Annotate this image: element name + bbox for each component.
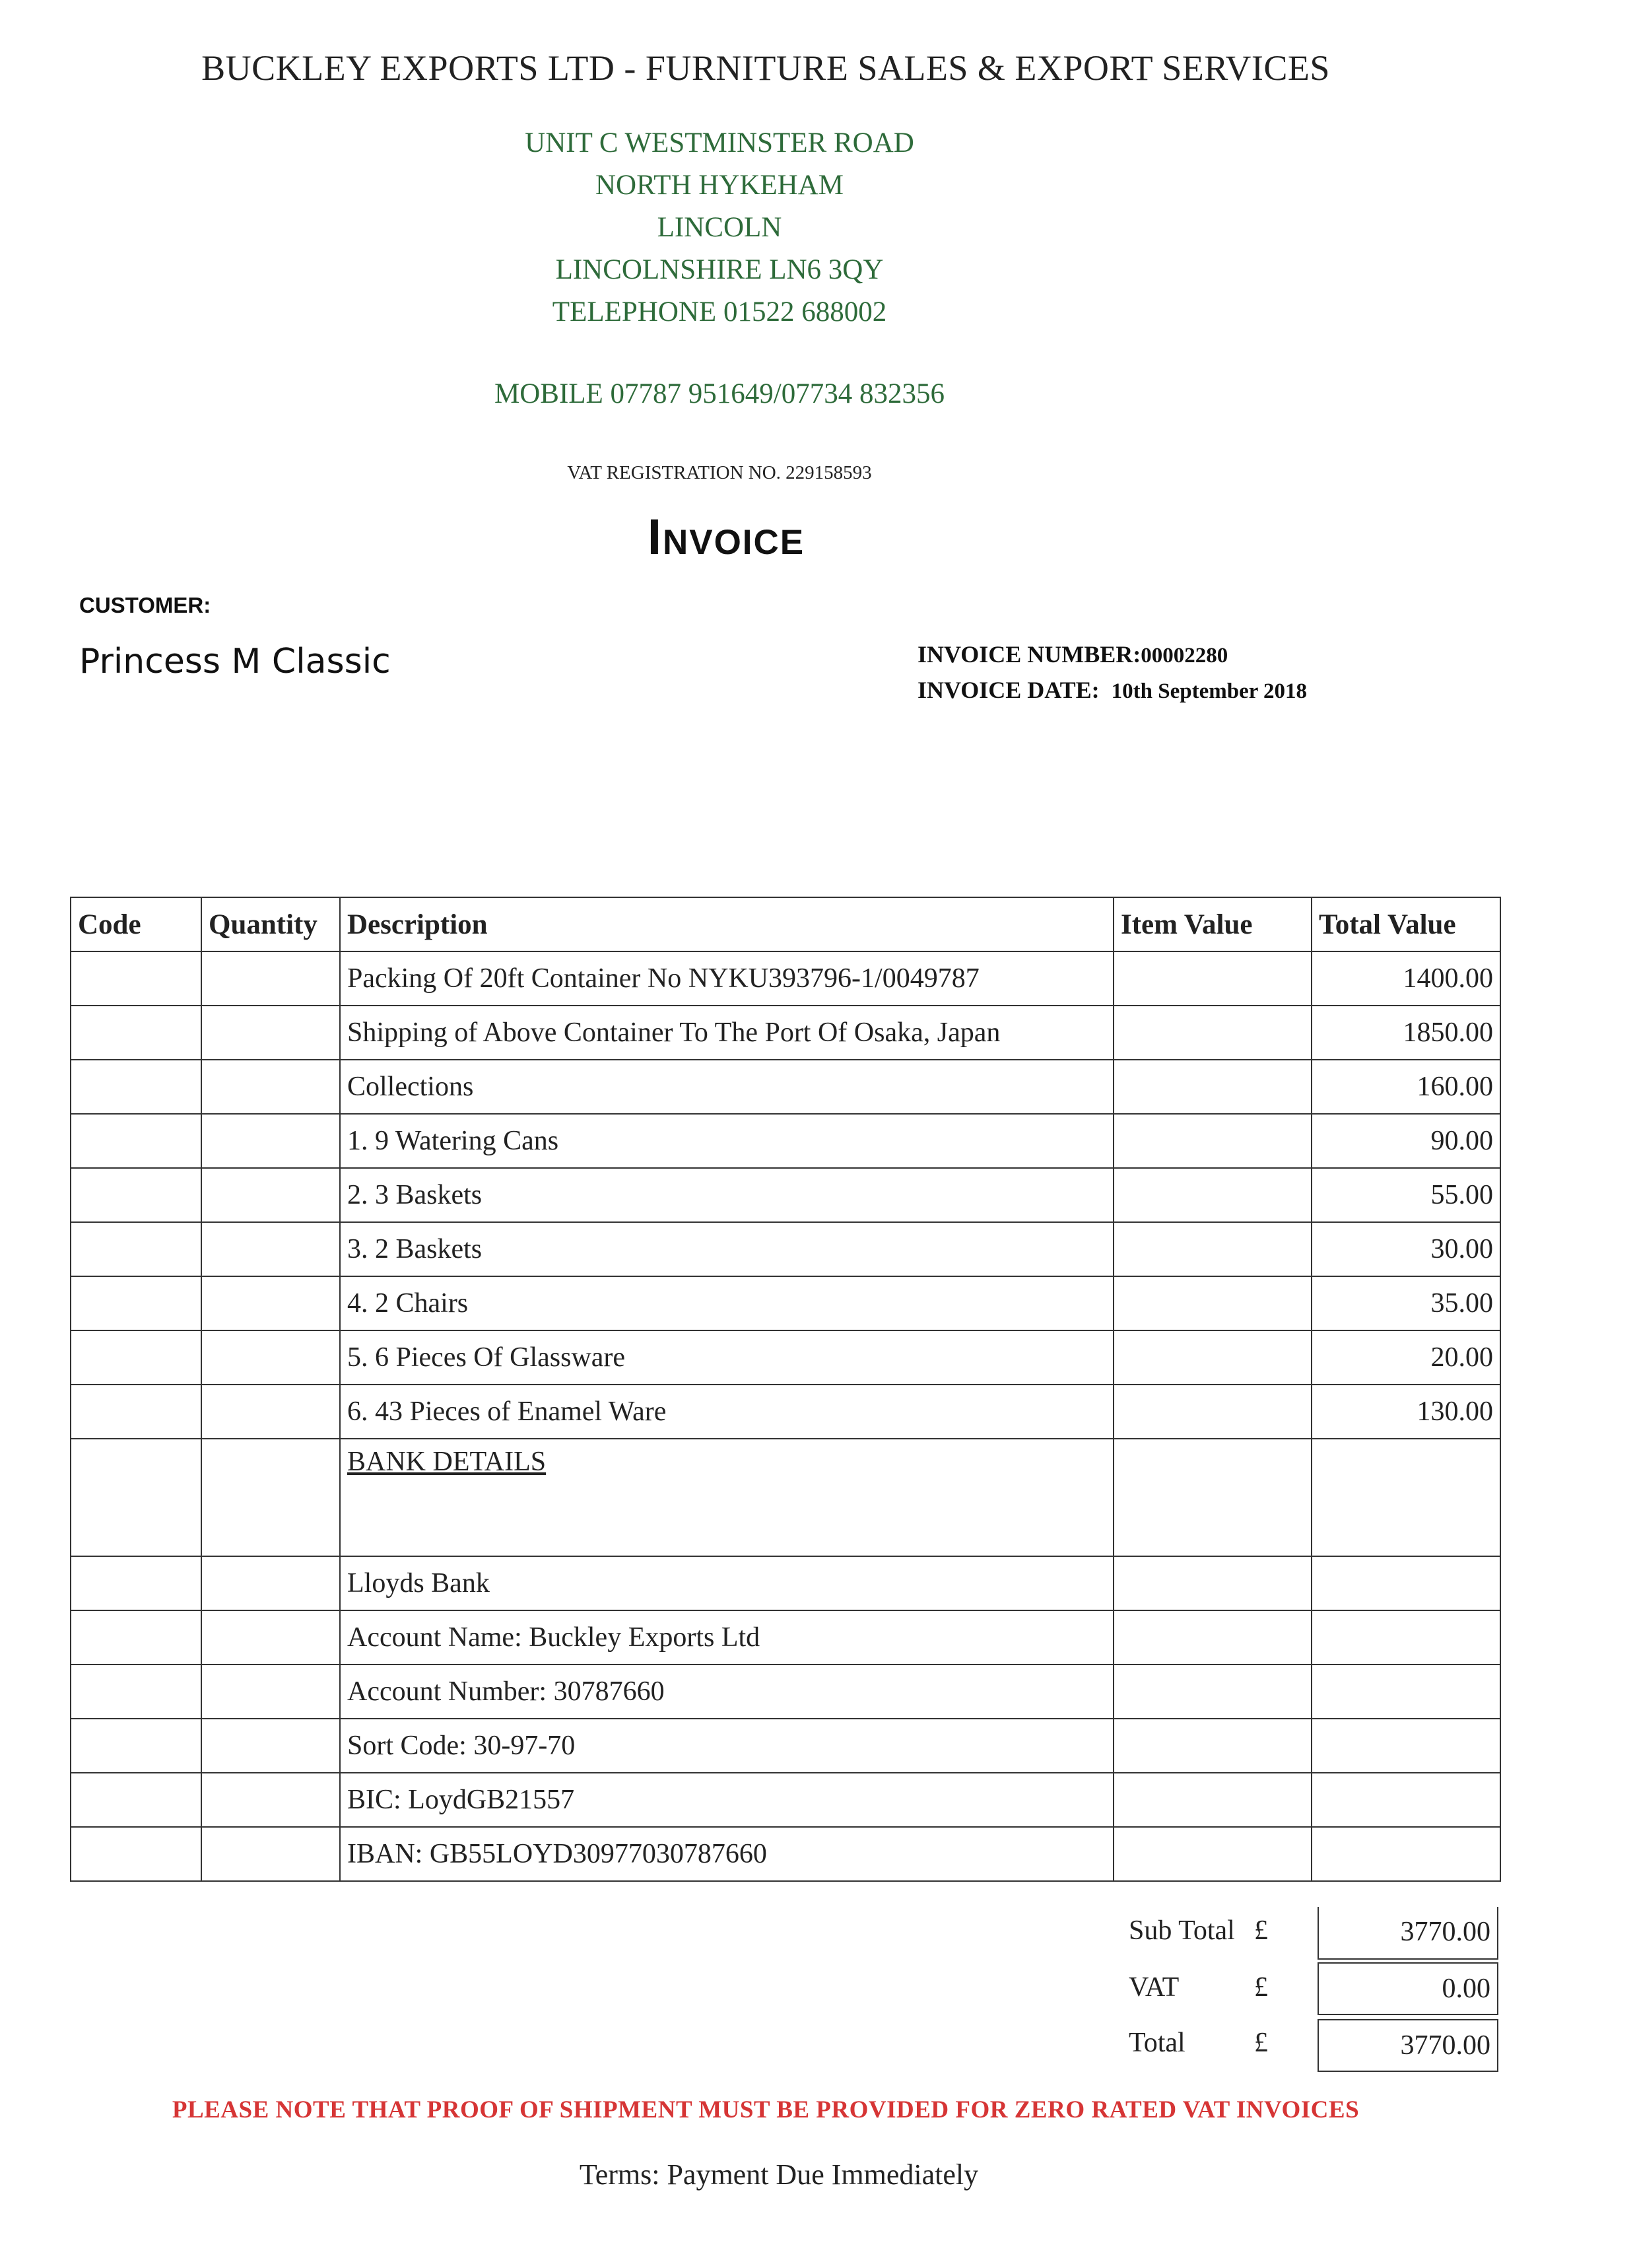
table-header-row bbox=[71, 897, 1500, 951]
bank-row bbox=[71, 1773, 1500, 1827]
header-code: Code bbox=[71, 897, 201, 951]
account-number: Account Number: 30787660 bbox=[340, 1665, 1114, 1719]
vat-label: VAT bbox=[1129, 1972, 1180, 2003]
bank-row bbox=[71, 1665, 1500, 1719]
header-quantity: Quantity bbox=[201, 897, 340, 951]
address-line-3: LINCOLN bbox=[657, 212, 782, 243]
invoice-title: Invoice bbox=[647, 509, 805, 565]
row-total: 1850.00 bbox=[1312, 1006, 1500, 1060]
vat-notice: PLEASE NOTE THAT PROOF OF SHIPMENT MUST BE PROVIDED FOR ZERO RATED VAT INVOICES bbox=[172, 2096, 1360, 2123]
company-name: BUCKLEY EXPORTS LTD - FURNITURE SALES & EXPORT SERVICES bbox=[201, 48, 1330, 88]
table-row bbox=[71, 1385, 1500, 1439]
total-value: 3770.00 bbox=[1318, 2019, 1498, 2072]
bic: BIC: LoydGB21557 bbox=[340, 1773, 1114, 1827]
table-row bbox=[71, 951, 1500, 1006]
row-description: 2. 3 Baskets bbox=[340, 1168, 1114, 1222]
account-name: Account Name: Buckley Exports Ltd bbox=[340, 1610, 1114, 1665]
invoice-number-value: 00002280 bbox=[1141, 644, 1228, 668]
row-total: 90.00 bbox=[1312, 1114, 1500, 1168]
row-description: 6. 43 Pieces of Enamel Ware bbox=[340, 1385, 1114, 1439]
address-line-1: UNIT C WESTMINSTER ROAD bbox=[525, 127, 914, 158]
customer-label: CUSTOMER: bbox=[79, 593, 211, 617]
bank-row bbox=[71, 1719, 1500, 1773]
invoice-date-value: 10th September 2018 bbox=[1111, 679, 1308, 703]
header-total-value: Total Value bbox=[1312, 897, 1500, 951]
table-row bbox=[71, 1006, 1500, 1060]
row-description: Packing Of 20ft Container No NYKU393796-1/0049787 bbox=[340, 951, 1114, 1006]
table-row bbox=[71, 1060, 1500, 1114]
row-description: 5. 6 Pieces Of Glassware bbox=[340, 1330, 1114, 1385]
header-item-value: Item Value bbox=[1114, 897, 1312, 951]
row-description: 3. 2 Baskets bbox=[340, 1222, 1114, 1276]
bank-heading-row bbox=[71, 1439, 1500, 1556]
vat-value: 0.00 bbox=[1318, 1962, 1498, 2015]
subtotal-label: Sub Total bbox=[1129, 1915, 1235, 1946]
subtotal-currency: £ bbox=[1254, 1915, 1268, 1946]
vat-currency: £ bbox=[1254, 1972, 1268, 2003]
total-label: Total bbox=[1129, 2028, 1186, 2058]
row-description: Collections bbox=[340, 1060, 1114, 1114]
row-total: 35.00 bbox=[1312, 1276, 1500, 1330]
payment-terms: Terms: Payment Due Immediately bbox=[579, 2158, 979, 2191]
invoice-number bbox=[918, 640, 1228, 668]
bank-row bbox=[71, 1827, 1500, 1881]
address-line-4: LINCOLNSHIRE LN6 3QY bbox=[555, 254, 884, 285]
invoice-table bbox=[70, 897, 1501, 1882]
bank-row bbox=[71, 1556, 1500, 1610]
row-description: 4. 2 Chairs bbox=[340, 1276, 1114, 1330]
row-total: 130.00 bbox=[1312, 1385, 1500, 1439]
table-row bbox=[71, 1114, 1500, 1168]
row-total: 55.00 bbox=[1312, 1168, 1500, 1222]
address-line-2: NORTH HYKEHAM bbox=[595, 170, 844, 201]
invoice-date-label: INVOICE DATE: bbox=[918, 677, 1100, 703]
bank-name: Lloyds Bank bbox=[340, 1556, 1114, 1610]
customer-name: Princess M Classic bbox=[79, 642, 391, 681]
table-row bbox=[71, 1168, 1500, 1222]
table-row bbox=[71, 1276, 1500, 1330]
row-total: 30.00 bbox=[1312, 1222, 1500, 1276]
row-description: 1. 9 Watering Cans bbox=[340, 1114, 1114, 1168]
header-description: Description bbox=[340, 897, 1114, 951]
total-currency: £ bbox=[1254, 2028, 1268, 2058]
bank-details-heading: BANK DETAILS bbox=[340, 1439, 1114, 1556]
sort-code: Sort Code: 30-97-70 bbox=[340, 1719, 1114, 1773]
iban: IBAN: GB55LOYD30977030787660 bbox=[340, 1827, 1114, 1881]
subtotal-value: 3770.00 bbox=[1318, 1907, 1498, 1960]
table-row bbox=[71, 1222, 1500, 1276]
bank-row bbox=[71, 1610, 1500, 1665]
mobile: MOBILE 07787 951649/07734 832356 bbox=[494, 378, 945, 409]
invoice-date bbox=[918, 676, 1307, 704]
table-row bbox=[71, 1330, 1500, 1385]
row-total: 160.00 bbox=[1312, 1060, 1500, 1114]
invoice-number-label: INVOICE NUMBER: bbox=[918, 641, 1141, 668]
row-description: Shipping of Above Container To The Port Of Osaka, Japan bbox=[340, 1006, 1114, 1060]
telephone: TELEPHONE 01522 688002 bbox=[552, 296, 887, 327]
row-total: 20.00 bbox=[1312, 1330, 1500, 1385]
row-total: 1400.00 bbox=[1312, 951, 1500, 1006]
vat-registration: VAT REGISTRATION NO. 229158593 bbox=[567, 462, 872, 483]
